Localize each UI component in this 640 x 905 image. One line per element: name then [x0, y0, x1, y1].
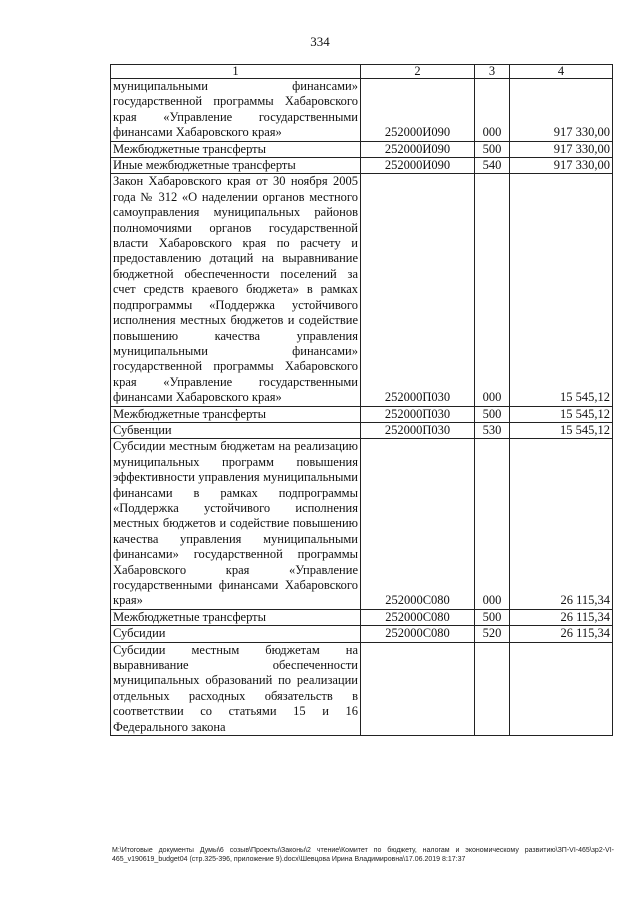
table-row — [111, 439, 613, 609]
table-header-row — [111, 65, 613, 79]
row-name: Субсидии местным бюджетам на реализацию муниципальных программ повышения эффективности управления муниципальными финансами в рамках подпрограммы «Поддержка устойчивого исполнения местных бюджетов и содействие повышению качества управления муниципальными финансами» государственной программы Хабаровского края «Управление государственными финансами Хабаровского края» — [111, 439, 361, 609]
table-row — [111, 422, 613, 438]
table-row — [111, 79, 613, 142]
row-type: 000 — [475, 174, 510, 406]
table-row — [111, 642, 613, 735]
row-type: 520 — [475, 626, 510, 642]
row-code: 252000С080 — [361, 626, 475, 642]
row-name: Межбюджетные трансферты — [111, 609, 361, 625]
row-name: Субсидии местным бюджетам на выравнивание обеспеченности муниципальных образований по реализации отдельных расходных обязательств в соответствии со статьями 15 и 16 Федерального закона — [111, 642, 361, 735]
row-code: 252000И090 — [361, 141, 475, 157]
header-col-1: 1 — [111, 65, 361, 79]
row-type: 500 — [475, 406, 510, 422]
table-row — [111, 141, 613, 157]
row-name: Межбюджетные трансферты — [111, 141, 361, 157]
row-type: 530 — [475, 422, 510, 438]
row-sum: 917 330,00 — [510, 79, 613, 142]
row-type — [475, 642, 510, 735]
row-type: 000 — [475, 79, 510, 142]
table-row — [111, 406, 613, 422]
row-code: 252000П030 — [361, 406, 475, 422]
row-sum: 26 115,34 — [510, 439, 613, 609]
header-col-3: 3 — [475, 65, 510, 79]
row-code: 252000С080 — [361, 439, 475, 609]
page-number: 334 — [310, 34, 330, 49]
row-name: Иные межбюджетные трансферты — [111, 158, 361, 174]
row-type: 540 — [475, 158, 510, 174]
row-code: 252000П030 — [361, 422, 475, 438]
table-row — [111, 174, 613, 406]
row-sum — [510, 642, 613, 735]
row-name: муниципальными финансами» государственной программы Хабаровского края «Управление государственными финансами Хабаровского края» — [111, 79, 361, 142]
header-col-2: 2 — [361, 65, 475, 79]
row-sum: 26 115,34 — [510, 626, 613, 642]
row-code: 252000И090 — [361, 79, 475, 142]
header-col-4: 4 — [510, 65, 613, 79]
row-sum: 26 115,34 — [510, 609, 613, 625]
row-name: Субсидии — [111, 626, 361, 642]
row-sum: 917 330,00 — [510, 158, 613, 174]
row-type: 500 — [475, 141, 510, 157]
row-code: 252000И090 — [361, 158, 475, 174]
row-sum: 15 545,12 — [510, 174, 613, 406]
row-sum: 917 330,00 — [510, 141, 613, 157]
row-name: Закон Хабаровского края от 30 ноября 2005 года № 312 «О наделении органов местного самоуправления муниципальных районов полномочиями органов государственной власти Хабаровского края по расчету и предоставлению дотаций на выравнивание бюджетной обеспеченности поселений за счет средств краевого бюджета» в рамках подпрограммы «Поддержка устойчивого исполнения местных бюджетов и содействие повышению качества управления муниципальными финансами» государственной программы Хабаровского края «Управление государственными финансами Хабаровского края» — [111, 174, 361, 406]
row-code: 252000П030 — [361, 174, 475, 406]
row-type: 000 — [475, 439, 510, 609]
row-name: Межбюджетные трансферты — [111, 406, 361, 422]
row-type: 500 — [475, 609, 510, 625]
row-sum: 15 545,12 — [510, 422, 613, 438]
table-row — [111, 626, 613, 642]
document-path-footer: M:\Итоговые документы Думы\6 созыв\Проекты\Законы\2 чтение\Комитет по бюджету, налогам и экономическому развитию\ЗП-VI-465\зр2-VI-465_v190619_budget04 (стр.325-396, приложение 9).docx\Шевцова Ирина Владимировна\17.06.2019 8:17:37 — [112, 847, 614, 863]
table-row — [111, 158, 613, 174]
row-code: 252000С080 — [361, 609, 475, 625]
table-row — [111, 609, 613, 625]
row-code — [361, 642, 475, 735]
budget-table — [110, 64, 613, 736]
row-name: Субвенции — [111, 422, 361, 438]
row-sum: 15 545,12 — [510, 406, 613, 422]
